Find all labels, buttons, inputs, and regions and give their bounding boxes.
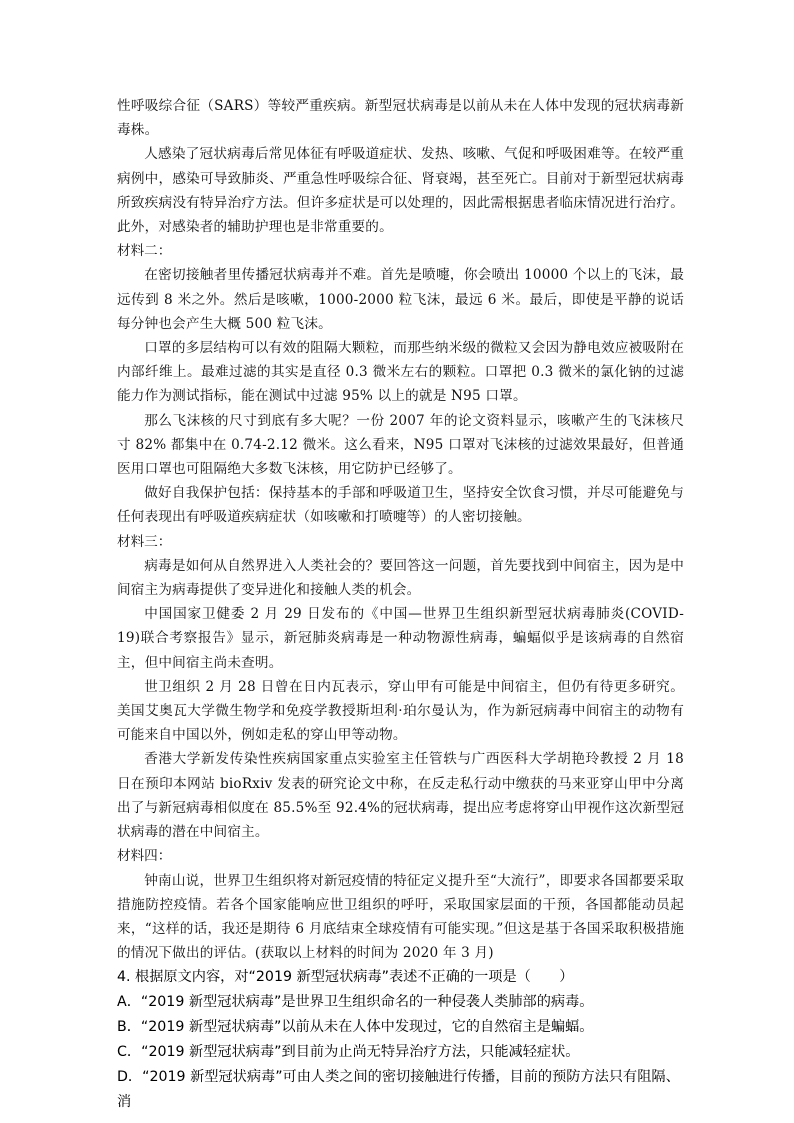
exam-page: [117, 94, 684, 1115]
passage-paragraph-1: 人感染了冠状病毒后常见体征有呼吸道症状、发热、咳嗽、气促和呼吸困难等。在较严重病例中，感染可导致肺炎、严重急性呼吸综合征、肾衰竭，甚至死亡。目前对于新型冠状病毒所致疾病没有特异治疗方法。但许多症状是可以处理的，因此需根据患者临床情况进行治疗。此外，对感染者的辅助护理也是非常重要的。: [117, 146, 684, 236]
material-two-heading: 材料二：: [117, 243, 172, 260]
passage-paragraph-4: 那么飞沫核的尺寸到底有多大呢？一份 2007 年的论文资料显示，咳嗽产生的飞沫核尺寸 82% 都集中在 0.74-2.12 微米。这么看来，N95 口罩对飞沫核的过滤效果最好，但普通医用口罩也可阻隔绝大多数飞沫核，用它防护已经够了。: [117, 412, 684, 478]
option-b: B．“2019 新型冠状病毒”以前从未在人体中发现过，它的自然宿主是蝙蝠。: [117, 1019, 594, 1036]
passage-paragraph-7: 中国国家卫健委 2 月 29 日发布的《中国—世界卫生组织新型冠状病毒肺炎(COVID-19)联合考察报告》显示，新冠肺炎病毒是一种动物源性病毒，蝙蝠似乎是该病毒的自然宿主，但中间宿主尚未查明。: [117, 606, 684, 671]
question-stem: 4. 根据原文内容，对“2019 新型冠状病毒”表述不正确的一项是（ ）: [117, 969, 574, 986]
passage-paragraph-2: 在密切接触者里传播冠状病毒并不难。首先是喷嚏，你会喷出 10000 个以上的飞沫，最远传到 8 米之外。然后是咳嗽，1000-2000 粒飞沫，最远 6 米。最后，即使是平静的说话每分钟也会产生大概 500 粒飞沫。: [117, 267, 684, 332]
passage-paragraph-3: 口罩的多层结构可以有效的阻隔大颗粒，而那些纳米级的微粒又会因为静电效应被吸附在内部纤维上。最难过滤的其实是直径 0.3 微米左右的颗粒。口罩把 0.3 微米的氯化钠的过滤能力作为测试指标，能在测试中过滤 95% 以上的就是 N95 口罩。: [117, 340, 684, 405]
passage-paragraph-10: 钟南山说，世界卫生组织将对新冠疫情的特征定义提升至“大流行”，即要求各国都要采取措施防控疫情。若各个国家能响应世卫组织的呼吁，采取国家层面的干预，各国都能动员起来，“这样的话，我还是期待 6 月底结束全球疫情有可能实现。”但这是基于各国采取积极措施的情况下做出的评估。(获取以上材料的时间为 2020 年 3 月): [117, 872, 684, 962]
option-d: D．“2019 新型冠状病毒”可由人类之间的密切接触进行传播，目前的预防方法只有阻隔、消: [117, 1069, 680, 1111]
passage-paragraph-5: 做好自我保护包括：保持基本的手部和呼吸道卫生，坚持安全饮食习惯，并尽可能避免与任何表现出有呼吸道疾病症状（如咳嗽和打喷嚏等）的人密切接触。: [117, 485, 684, 526]
option-a: A．“2019 新型冠状病毒”是世界卫生组织命名的一种侵袭人类肺部的病毒。: [117, 994, 594, 1011]
material-three-heading: 材料三：: [117, 533, 172, 550]
option-c: C．“2019 新型冠状病毒”到目前为止尚无特异治疗方法，只能减轻症状。: [117, 1044, 580, 1061]
passage-paragraph-9: 香港大学新发传染性疾病国家重点实验室主任管轶与广西医科大学胡艳玲教授 2 月 18 日在预印本网站 bioRxiv 发表的研究论文中称，在反走私行动中缴获的马来亚穿山甲中分离出了与新冠病毒相似度在 85.5%至 92.4%的冠状病毒，提出应考虑将穿山甲视作这次新型冠状病毒的潜在中间宿主。: [117, 751, 684, 841]
material-four-heading: 材料四：: [117, 848, 172, 865]
passage-paragraph-6: 病毒是如何从自然界进入人类社会的？要回答这一问题，首先要找到中间宿主，因为是中间宿主为病毒提供了变异进化和接触人类的机会。: [117, 557, 684, 599]
passage-paragraph-8: 世卫组织 2 月 28 日曾在日内瓦表示，穿山甲有可能是中间宿主，但仍有待更多研究。美国艾奥瓦大学微生物学和免疫学教授斯坦利·珀尔曼认为，作为新冠病毒中间宿主的动物有可能来自中国以外，例如走私的穿山甲等动物。: [117, 678, 684, 744]
passage-paragraph-0: 性呼吸综合征（SARS）等较严重疾病。新型冠状病毒是以前从未在人体中发现的冠状病毒新毒株。: [117, 98, 684, 139]
